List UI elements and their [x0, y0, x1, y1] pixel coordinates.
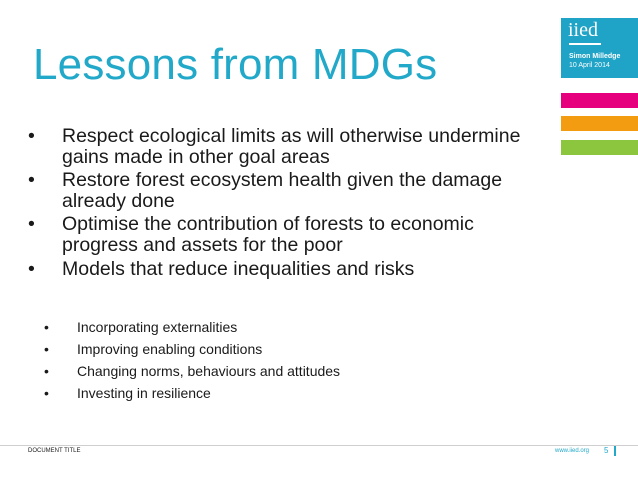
logo-underline — [569, 43, 601, 45]
bullet-item — [28, 170, 553, 211]
sub-bullet-text: Investing in resilience — [77, 385, 211, 401]
sub-bullet-dot: • — [44, 319, 49, 335]
sub-bullet-dot: • — [44, 363, 49, 379]
bullet-item — [28, 126, 553, 167]
bullet-item — [28, 259, 553, 280]
sub-bullet-item — [44, 382, 340, 404]
iied-logo: iied — [568, 19, 598, 41]
sub-bullet-text: Improving enabling conditions — [77, 341, 263, 357]
sub-bullet-list — [44, 316, 340, 404]
green-stripe — [561, 140, 638, 155]
page-marker — [614, 446, 616, 456]
slide-title: Lessons from MDGs — [33, 40, 438, 89]
sub-bullet-item — [44, 360, 340, 382]
bullet-dot: • — [28, 257, 35, 280]
bullet-dot: • — [28, 125, 35, 147]
footer-divider — [0, 445, 638, 446]
page-number: 5 — [604, 446, 609, 455]
sub-bullet-item — [44, 338, 340, 360]
presenter-name: Simon Milledge — [569, 53, 621, 60]
bullet-text: Respect ecological limits as will otherwise undermine gains made in other goal areas — [62, 125, 521, 168]
main-bullet-list — [28, 126, 553, 282]
bullet-dot: • — [28, 169, 35, 192]
footer-document-title: DOCUMENT TITLE — [28, 448, 81, 454]
bullet-text: Models that reduce inequalities and risks — [62, 257, 415, 280]
sub-bullet-text: Incorporating externalities — [77, 319, 238, 335]
bullet-item — [28, 214, 553, 255]
bullet-text: Restore forest ecosystem health given the damage already done — [62, 169, 503, 212]
sub-bullet-text: Changing norms, behaviours and attitudes — [77, 363, 341, 379]
bullet-text: Optimise the contribution of forests to economic progress and assets for the poor — [62, 213, 474, 256]
presentation-date: 10 April 2014 — [569, 62, 610, 69]
sub-bullet-dot: • — [44, 341, 49, 357]
sub-bullet-item — [44, 316, 340, 338]
sub-bullet-dot: • — [44, 385, 49, 401]
bullet-dot: • — [28, 213, 35, 236]
magenta-stripe — [561, 93, 638, 108]
footer-website-link[interactable]: www.iied.org — [555, 448, 590, 454]
orange-stripe — [561, 116, 638, 131]
